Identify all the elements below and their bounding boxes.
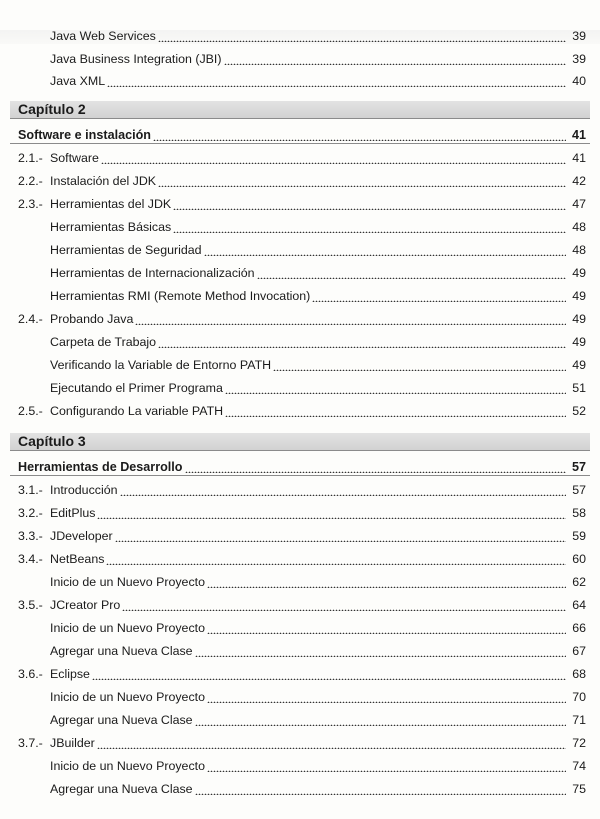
dot-leader [158,28,566,42]
toc-entry [18,167,586,189]
dot-leader [120,482,566,496]
entry-page: 60 [572,552,586,566]
entry-page: 39 [572,52,586,66]
entry-title: Java XML [50,74,106,88]
dot-leader [207,620,566,634]
toc-entry [18,351,586,373]
toc-entry [18,236,586,258]
chapter-3-heading [18,453,586,475]
entry-title: Software [50,151,99,165]
toc-entry [18,328,586,350]
dot-leader [153,127,566,141]
dot-leader [173,196,566,210]
entry-number: 2.1.- [18,151,43,165]
entry-title: Instalación del JDK [50,174,157,188]
entry-page: 47 [572,197,586,211]
entry-page: 59 [572,529,586,543]
toc-entry [18,45,586,67]
entry-page: 75 [572,782,586,796]
entry-title: Java Web Services [50,29,156,43]
entry-title: Inicio de un Nuevo Proyecto [50,575,205,589]
entry-page: 57 [572,483,586,497]
entry-title: Configurando La variable PATH [50,404,224,418]
toc-entry [18,190,586,212]
toc-entry [18,775,586,797]
dot-leader [173,219,566,233]
chapter-3-rule [10,450,590,451]
entry-title: Inicio de un Nuevo Proyecto [50,690,205,704]
dot-leader [204,242,566,256]
entry-page: 70 [572,690,586,704]
toc-entry [18,706,586,728]
entry-number: 2.4.- [18,312,43,326]
toc-entry [18,752,586,774]
entry-title: JBuilder [50,736,95,750]
entry-page: 67 [572,644,586,658]
dot-leader [224,51,567,65]
entry-number: 2.2.- [18,174,43,188]
chapter-2-banner [10,101,590,118]
toc-entry [18,67,586,89]
entry-number: 3.7.- [18,736,43,750]
dot-leader [135,311,566,325]
dot-leader [195,643,566,657]
dot-leader [225,380,566,394]
entry-page: 41 [572,151,586,165]
toc-entry [18,282,586,304]
dot-leader [225,403,566,417]
toc-entry [18,259,586,281]
dot-leader [97,735,566,749]
chapter-3-heading-title: Herramientas de Desarrollo [18,460,183,474]
dot-leader [115,528,566,542]
dot-leader [273,357,566,371]
entry-title: Carpeta de Trabajo [50,335,157,349]
dot-leader [185,459,567,473]
entry-title: Herramientas de Internacionalización [50,266,255,280]
entry-page: 39 [572,29,586,43]
toc-entry [18,305,586,327]
toc-entry [18,144,586,166]
entry-page: 49 [572,335,586,349]
entry-title: Herramientas de Seguridad [50,243,202,257]
chapter-3-heading-page: 57 [571,460,586,474]
dot-leader [312,288,566,302]
dot-leader [195,712,566,726]
entry-title: Java Business Integration (JBI) [50,52,222,66]
entry-title: Herramientas RMI (Remote Method Invocation) [50,289,311,303]
dot-leader [101,150,566,164]
entry-page: 49 [572,358,586,372]
dot-leader [257,265,566,279]
entry-page: 58 [572,506,586,520]
entry-number: 3.3.- [18,529,43,543]
dot-leader [107,73,566,87]
entry-title: Introducción [50,483,118,497]
toc-entry [18,22,586,44]
entry-page: 49 [572,312,586,326]
entry-title: JDeveloper [50,529,113,543]
dot-leader [158,334,566,348]
entry-title: EditPlus [50,506,96,520]
entry-number: 2.5.- [18,404,43,418]
entry-title: Herramientas del JDK [50,197,172,211]
entry-title: Inicio de un Nuevo Proyecto [50,759,205,773]
entry-number: 2.3.- [18,197,43,211]
entry-title: JCreator Pro [50,598,121,612]
entry-page: 51 [572,381,586,395]
dot-leader [207,689,566,703]
toc-entry [18,374,586,396]
entry-number: 3.4.- [18,552,43,566]
entry-number: 3.2.- [18,506,43,520]
chapter-3-label: Capítulo 3 [18,433,86,449]
toc-entry [18,591,586,613]
chapter-2-heading-title: Software e instalación [18,128,151,142]
entry-page: 64 [572,598,586,612]
entry-page: 40 [572,74,586,88]
toc-entry [18,568,586,590]
entry-number: 3.5.- [18,598,43,612]
entry-page: 71 [572,713,586,727]
entry-page: 48 [572,220,586,234]
dot-leader [97,505,566,519]
dot-leader [158,173,566,187]
entry-page: 48 [572,243,586,257]
dot-leader [106,551,566,565]
chapter-2-rule [10,118,590,119]
toc-entry [18,499,586,521]
entry-page: 49 [572,266,586,280]
entry-title: Agregar una Nueva Clase [50,713,193,727]
chapter-2-heading [18,121,586,143]
toc-entry [18,614,586,636]
toc-entry [18,213,586,235]
entry-page: 66 [572,621,586,635]
toc-entry [18,545,586,567]
toc-entry [18,522,586,544]
chapter-2-heading-page: 41 [571,128,586,142]
entry-title: Agregar una Nueva Clase [50,644,193,658]
dot-leader [195,781,566,795]
toc-entry [18,397,586,419]
entry-number: 3.1.- [18,483,43,497]
toc-entry [18,637,586,659]
entry-title: NetBeans [50,552,105,566]
entry-title: Herramientas Básicas [50,220,172,234]
dot-leader [122,597,566,611]
toc-entry [18,729,586,751]
entry-title: Agregar una Nueva Clase [50,782,193,796]
entry-page: 42 [572,174,586,188]
toc-entry [18,476,586,498]
toc-entry [18,683,586,705]
entry-page: 49 [572,289,586,303]
entry-title: Probando Java [50,312,134,326]
entry-title: Eclipse [50,667,90,681]
entry-title: Verificando la Variable de Entorno PATH [50,358,272,372]
toc-entry [18,660,586,682]
dot-leader [92,666,566,680]
chapter-2-label: Capítulo 2 [18,101,86,117]
entry-page: 68 [572,667,586,681]
entry-page: 74 [572,759,586,773]
entry-page: 52 [572,404,586,418]
dot-leader [207,758,566,772]
chapter-3-banner [10,433,590,450]
entry-title: Ejecutando el Primer Programa [50,381,223,395]
dot-leader [207,574,566,588]
entry-title: Inicio de un Nuevo Proyecto [50,621,205,635]
entry-number: 3.6.- [18,667,43,681]
entry-page: 62 [572,575,586,589]
entry-page: 72 [572,736,586,750]
